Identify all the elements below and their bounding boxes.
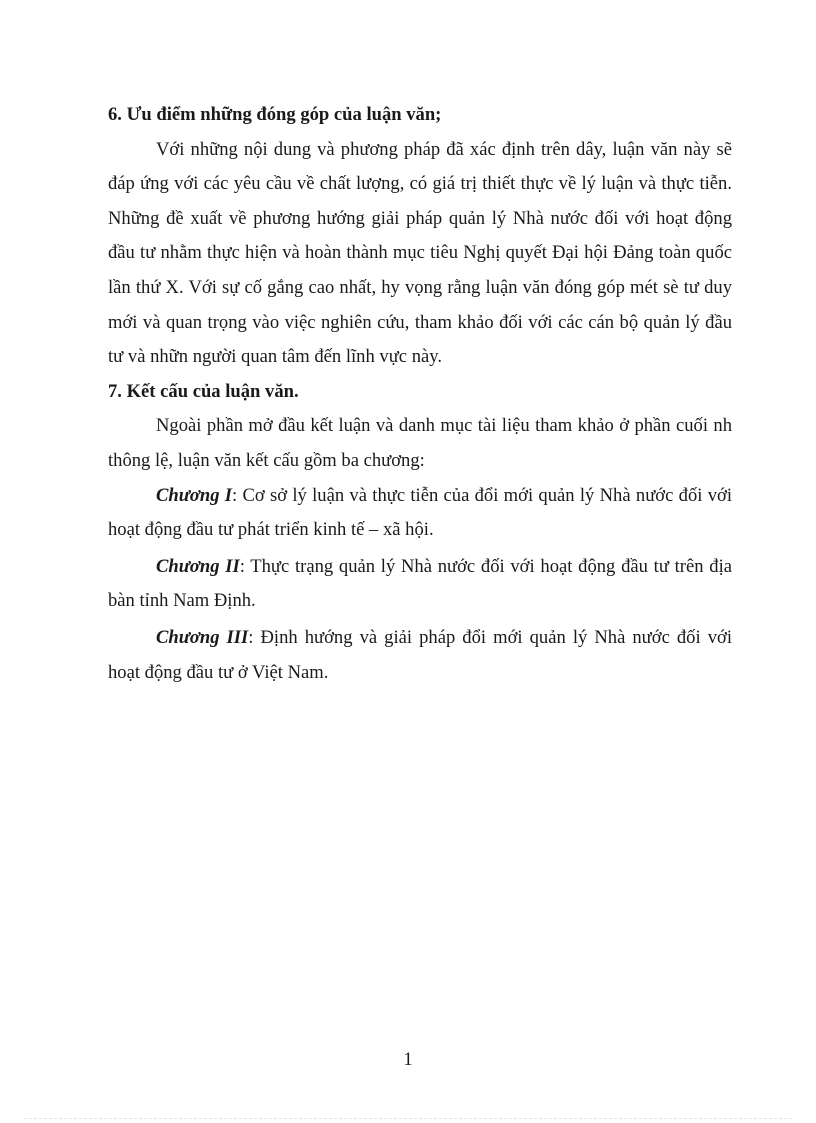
chapter-1-label: Chương I [156,484,233,506]
chapter-3-text: : Định hướng và giải pháp đổi mới quản lý Nhà nước đối với hoạt động đầu tư ở Việt Nam. [108,626,732,683]
section-7-heading: 7. Kết cấu của luận văn. [108,380,299,402]
chapter-1-text: : Cơ sở lý luận và thực tiễn của đổi mới quản lý Nhà nước đối với hoạt động đầu tư phát triển kinh tế – xã hội. [108,484,732,541]
chapter-3-item [108,621,732,690]
chapter-1-item [108,479,732,548]
section-6-paragraph: Với những nội dung và phương pháp đã xác định trên dây, luận văn này sẽ đáp ứng với các yêu cầu về chất lượng, có giá trị thiết thực về lý luận và thực tiễn. Những đề xuất về phương hướng giải pháp quản lý Nhà nước đối với hoạt động đầu tư nhằm thực hiện và hoàn thành mục tiêu Nghị quyết Đại hội Đảng toàn quốc lần thứ X. Với sự cố gắng cao nhất, hy vọng rằng luận văn đóng góp mét sè tư duy mới và quan trọng vào việc nghiên cứu, tham khảo đối với các cán bộ quản lý đầu tư và nhữn người quan tâm đến lĩnh vực này. [108,138,732,368]
document-page [108,98,732,692]
chapter-3-label: Chương III [156,626,249,648]
chapter-2-text: : Thực trạng quản lý Nhà nước đối với hoạt động đầu tư trên địa bàn tỉnh Nam Định. [108,555,732,612]
chapter-2-item [108,550,732,619]
page-number: 1 [403,1049,413,1070]
section-7-intro: Ngoài phần mở đầu kết luận và danh mục tài liệu tham khảo ở phần cuối nh thông lệ, luận văn kết cấu gồm ba chương: [108,415,732,471]
section-6-heading: 6. Ưu điểm những đóng góp của luận văn; [108,104,442,125]
page-bottom-divider [24,1118,792,1119]
chapter-2-label: Chương II [156,555,240,577]
